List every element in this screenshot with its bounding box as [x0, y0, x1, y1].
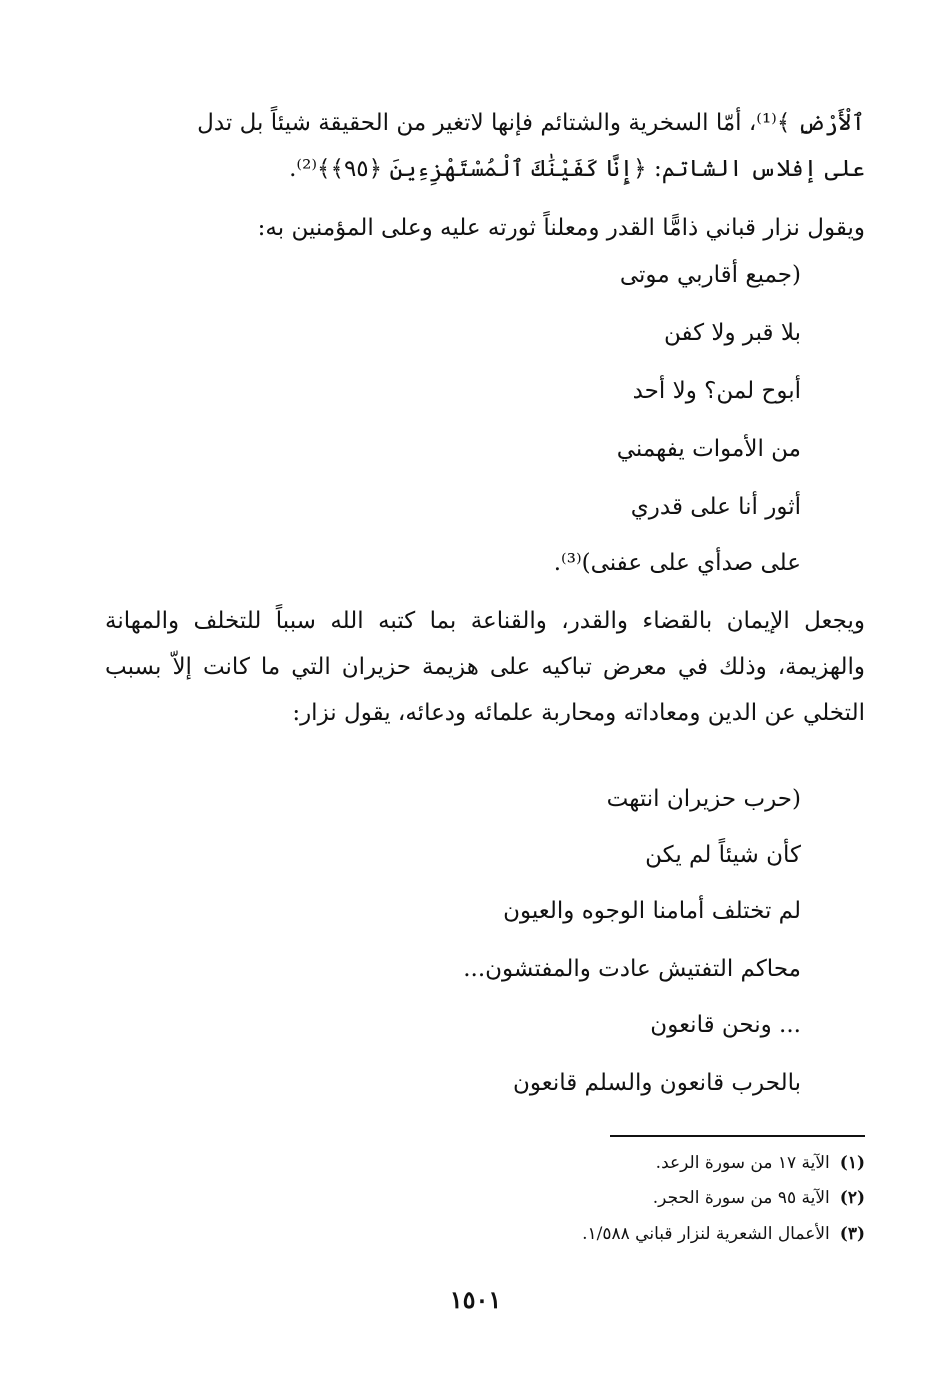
page-number: ١٥٠١ — [449, 1285, 502, 1314]
poem-line: أثور أنا على قدري — [630, 494, 801, 520]
paragraph-quran-reference — [105, 100, 865, 192]
footnote-divider — [610, 1135, 865, 1137]
footnote-number: (١) — [839, 1153, 865, 1173]
poem-line: ... ونحن قانعون — [650, 1012, 801, 1038]
footnote-number: (٣) — [839, 1224, 865, 1244]
paragraph-intro-poem: ويقول نزار قباني ذامًّا القدر ومعلناً ثورته عليه وعلى المؤمنين به: — [257, 215, 865, 241]
paragraph-line: ٱلْأَرْضِ ﴾⁽¹⁾، أمّا السخرية والشتائم فإنها لاتغير من الحقيقة شيئاً بل تدل — [197, 110, 865, 136]
poem-line: (جميع أقاربي موتى — [619, 262, 801, 288]
poem-line: على صدأي على عفنى)⁽³⁾. — [553, 550, 801, 576]
footnote — [105, 1224, 865, 1244]
poem-line: من الأموات يفهمني — [616, 436, 801, 462]
footnote-text: الأعمال الشعرية لنزار قباني ١/٥٨٨. — [582, 1224, 830, 1244]
footnote-text: الآية ١٧ من سورة الرعد. — [655, 1153, 830, 1173]
poem-line: بالحرب قانعون والسلم قانعون — [512, 1070, 801, 1096]
paragraph-commentary: ويجعل الإيمان بالقضاء والقدر، والقناعة بما كتبه الله سبباً للتخلف والمهانة والهزيمة، وذلك في معرض تباكيه على هزيمة حزيران التي ما كانت إلاّ بسبب التخلي عن الدين ومعاداته ومحاربة علمائه ودعائه، يقول نزار: — [105, 608, 865, 726]
footnote-number: (٢) — [839, 1188, 865, 1208]
footnote — [105, 1188, 865, 1208]
poem-line: محاكم التفتيش عادت والمفتشون... — [463, 956, 801, 982]
paragraph-line: على إفلاس الشاتم: ﴿إِنَّا كَفَيْنَٰكَ ٱلْمُسْتَهْزِءِينَ ﴿٩٥﴾﴾⁽²⁾. — [289, 156, 865, 182]
poem-line: بلا قبر ولا كفن — [663, 320, 801, 346]
poem-line: أبوح لمن؟ ولا أحد — [632, 378, 801, 404]
poem-line: لم تختلف أمامنا الوجوه والعيون — [503, 898, 801, 924]
poem-line: كأن شيئاً لم يكن — [645, 842, 801, 868]
footnote-text: الآية ٩٥ من سورة الحجر. — [652, 1188, 830, 1208]
poem-line: (حرب حزيران انتهت — [606, 786, 801, 812]
footnote — [105, 1153, 865, 1173]
